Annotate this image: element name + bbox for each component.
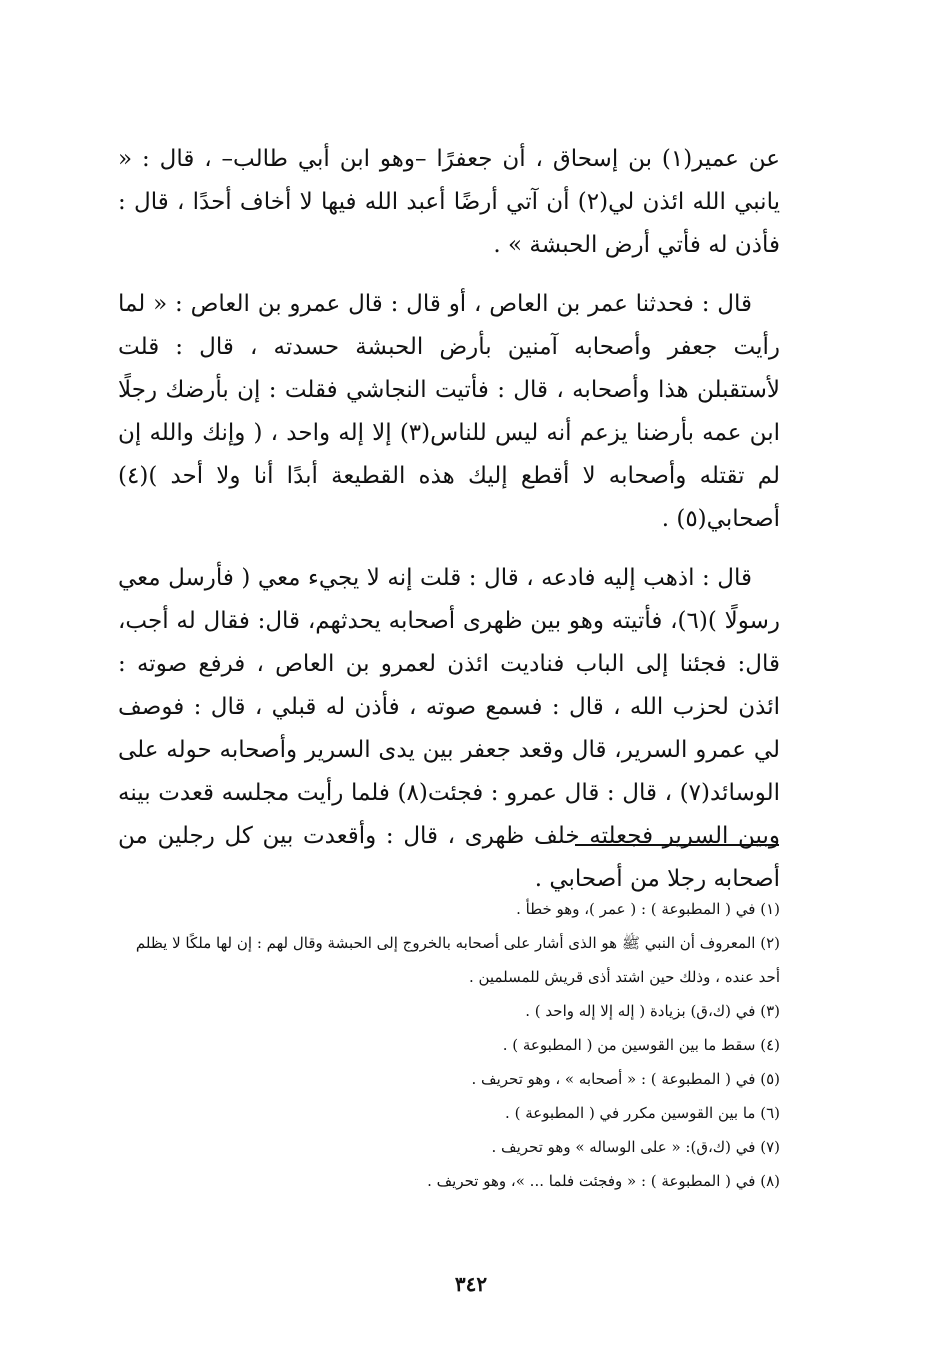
footnote-7: (٧) في (ك،ق): « على الوساله » وهو تحريف . <box>491 1138 780 1156</box>
page-number: ٣٤٢ <box>454 1272 488 1296</box>
paragraph-3: قال : اذهب إليه فادعه ، قال : قلت إنه لا يجيء معي ( فأرسل معي رسولًا )(٦)، فأتيته وهو بين ظهرى أصحابه يحدثهم، قال: فقال له أجب، قال: فجئنا إلى الباب فناديت ائذن لعمرو بن العاص ، فرفع صوته : ائذن لحزب الله ، قال : فسمع صوته ، فأذن له قبلي ، قال : فوصف لي عمرو السرير، قال وقعد جعفر بين يدى السرير وأصحابه حوله على الوسائد(٧) ، قال : قال عمرو : فجئت(٨) فلما رأيت مجلسه قعدت بينه وبين السرير فجعلته خلف ظهرى ، قال : وأقعدت بين كل رجلين من أصحابه رجلا من أصحابي . <box>118 565 781 892</box>
footnote-divider <box>575 844 779 846</box>
paragraph-2: قال : فحدثنا عمر بن العاص ، أو قال : قال عمرو بن العاص : « لما رأيت جعفر وأصحابه آمنين بأرض الحبشة حسدته ، قال : قلت لأستقبلن هذا وأصحابه ، قال : فأتيت النجاشي فقلت : إن بأرضك رجلًا ابن عمه بأرضنا يزعم أنه ليس للناس(٣) إلا إله واحد ، ( وإنك والله إن لم تقتله وأصحابه لا أقطع إليك هذه القطيعة أبدًا أنا ولا أحد )(٤) أصحابي(٥) . <box>118 291 780 532</box>
footnote-4: (٤) سقط ما بين القوسين من ( المطبوعة ) . <box>502 1036 780 1054</box>
main-text <box>118 138 780 917</box>
footnote-5: (٥) في ( المطبوعة ) : « أصحابه » ، وهو تحريف . <box>471 1070 780 1088</box>
footnote-3: (٣) في (ك،ق) بزيادة ( إله إلا إله واحد ) . <box>525 1002 780 1020</box>
footnote-1: (١) في ( المطبوعة ) : ( عمر )، وهو خطأ . <box>516 900 780 918</box>
footnote-6: (٦) ما بين القوسين مكرر في ( المطبوعة ) . <box>505 1104 780 1122</box>
footnotes <box>118 892 780 1198</box>
paragraph-1: عن عمير(١) بن إسحاق ، أن جعفرًا –وهو ابن أبي طالب– ، قال : « يانبي الله ائذن لي(٢) أن آتي أرضًا أعبد الله فيها لا أخاف أحدًا ، قال : فأذن له فأتي أرض الحبشة » . <box>118 146 781 258</box>
footnote-2: (٢) المعروف أن النبي ﷺ هو الذى أشار على أصحابه بالخروج إلى الحبشة وقال لهم : إن لها ملكًا لا يظلم أحد عنده ، وذلك حين اشتد أذى قريش للمسلمين . <box>135 934 780 986</box>
footnote-8: (٨) في ( المطبوعة ) : « وفجئت فلما ... »، وهو تحريف . <box>427 1172 780 1190</box>
